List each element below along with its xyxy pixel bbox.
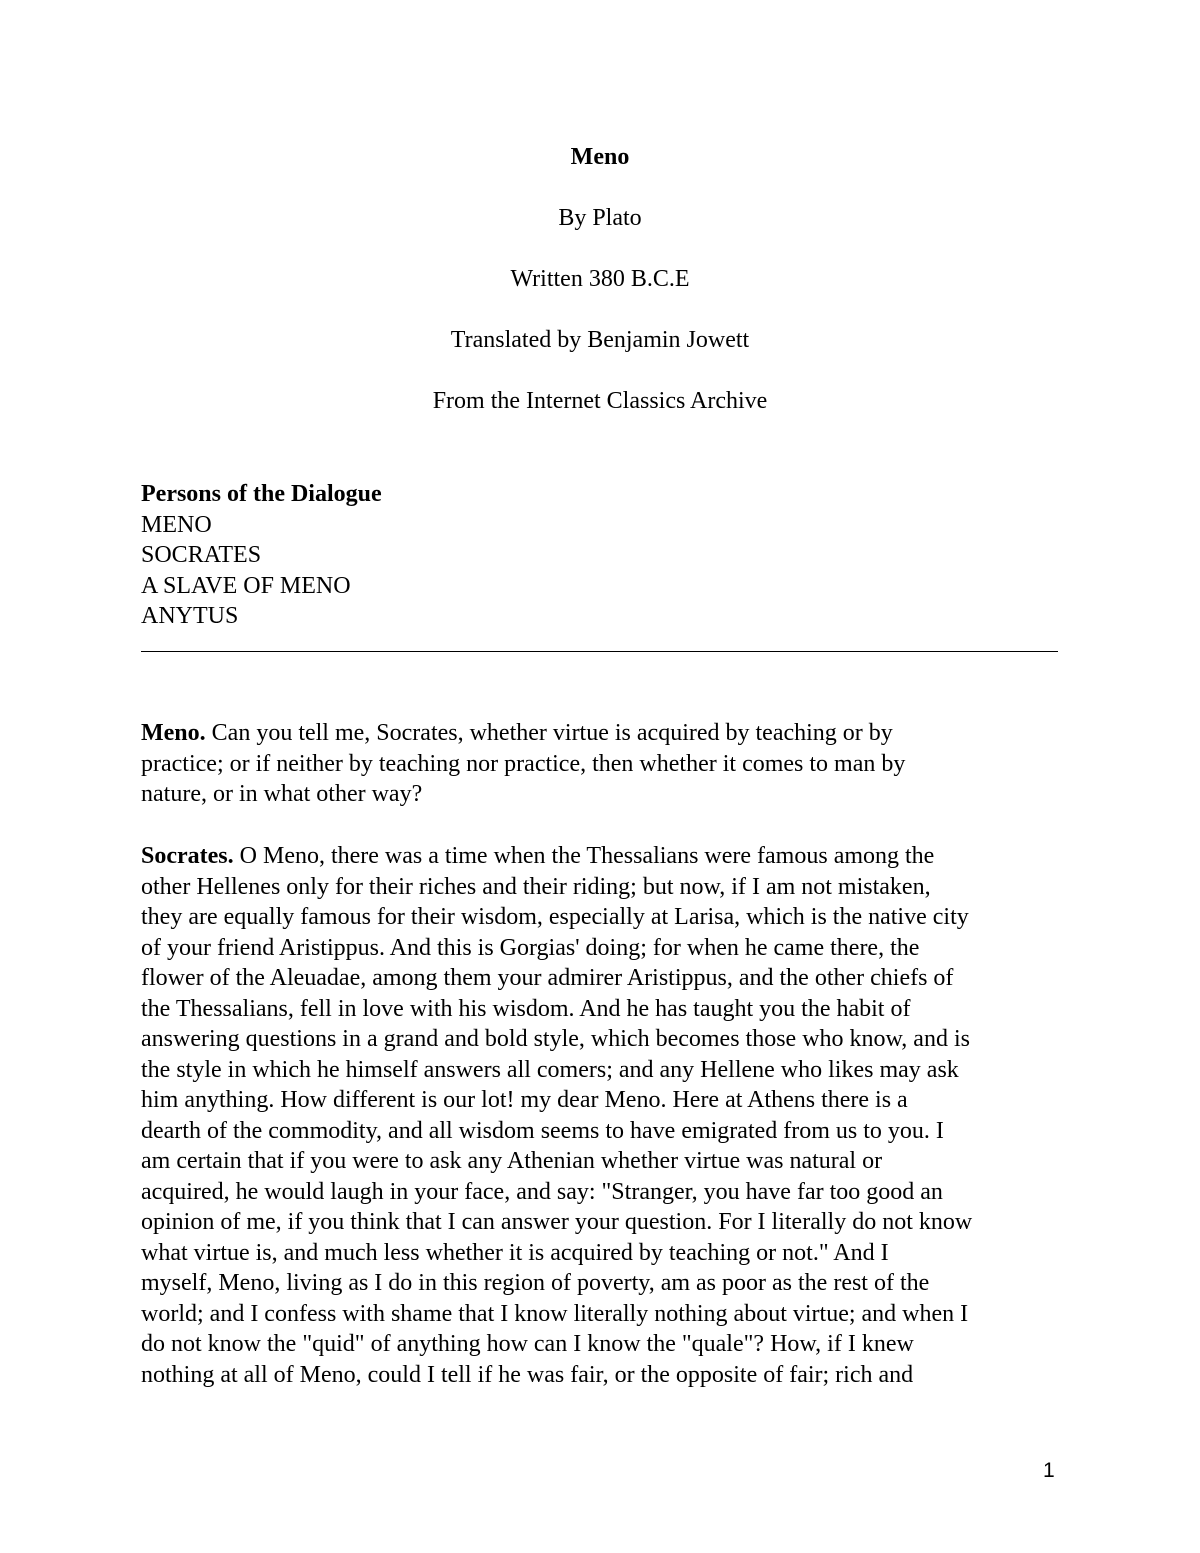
- paragraph-line: do not know the "quid" of anything how can I know the "quale"? How, if I knew: [141, 1331, 914, 1357]
- persons-of-dialogue: [141, 479, 382, 632]
- translator-line: Translated by Benjamin Jowett: [450, 327, 750, 353]
- paragraph-line: other Hellenes only for their riches and their riding; but now, if I am not mistaken,: [141, 873, 931, 900]
- paragraph-line: what virtue is, and much less whether it is acquired by teaching or not." And I: [141, 1239, 889, 1266]
- person-meno: MENO: [141, 511, 212, 538]
- written-date-line: Written 380 B.C.E: [510, 266, 690, 292]
- paragraph-line: acquired, he would laugh in your face, and say: "Stranger, you have far too good an: [141, 1178, 943, 1205]
- source-line: From the Internet Classics Archive: [432, 388, 768, 414]
- person-socrates: SOCRATES: [141, 542, 262, 568]
- author-line: By Plato: [558, 205, 642, 231]
- paragraph-line: nothing at all of Meno, could I tell if he was fair, or the opposite of fair; rich and: [141, 1361, 914, 1388]
- dialogue-paragraph-socrates: [141, 841, 1058, 1390]
- speaker-label: Meno.: [141, 720, 206, 746]
- paragraph-line: of your friend Aristippus. And this is Gorgias' doing; for when he came there, the: [141, 934, 920, 961]
- persons-heading: Persons of the Dialogue: [141, 481, 382, 507]
- paragraph-line: nature, or in what other way?: [141, 781, 423, 807]
- page-number: 1: [1043, 1459, 1055, 1482]
- paragraph-line: flower of the Aleuadae, among them your admirer Aristippus, and the other chiefs of: [141, 965, 954, 991]
- paragraph-line: they are equally famous for their wisdom, especially at Larisa, which is the native city: [141, 904, 969, 930]
- paragraph-line: am certain that if you were to ask any Athenian whether virtue was natural or: [141, 1148, 883, 1174]
- document-title: Meno: [570, 144, 630, 170]
- paragraph-line: him anything. How different is our lot! my dear Meno. Here at Athens there is a: [141, 1087, 908, 1113]
- paragraph-line: myself, Meno, living as I do in this region of poverty, am as poor as the rest of the: [141, 1270, 930, 1296]
- person-anytus: ANYTUS: [141, 603, 239, 629]
- paragraph-line: answering questions in a grand and bold style, which becomes those who know, and is: [141, 1026, 970, 1052]
- speaker-label: Socrates.: [141, 843, 234, 869]
- paragraph-line: practice; or if neither by teaching nor practice, then whether it comes to man by: [141, 750, 906, 777]
- paragraph-line: [141, 718, 1058, 749]
- line-text: O Meno, there was a time when the Thessalians were famous among the: [233, 843, 935, 869]
- person-slave-of-meno: A SLAVE OF MENO: [141, 572, 351, 599]
- horizontal-divider: [141, 651, 1058, 652]
- dialogue-paragraph-meno: [141, 718, 1058, 810]
- paragraph-line: the Thessalians, fell in love with his wisdom. And he has taught you the habit of: [141, 995, 911, 1022]
- paragraph-line: opinion of me, if you think that I can answer your question. For I literally do not know: [141, 1209, 973, 1235]
- line-text: Can you tell me, Socrates, whether virtue is acquired by teaching or by: [205, 720, 893, 746]
- paragraph-line: dearth of the commodity, and all wisdom seems to have emigrated from us to you. I: [141, 1117, 944, 1144]
- paragraph-line: [141, 841, 1058, 872]
- paragraph-line: world; and I confess with shame that I know literally nothing about virtue; and when I: [141, 1300, 969, 1327]
- paragraph-line: the style in which he himself answers all comers; and any Hellene who likes may ask: [141, 1056, 959, 1083]
